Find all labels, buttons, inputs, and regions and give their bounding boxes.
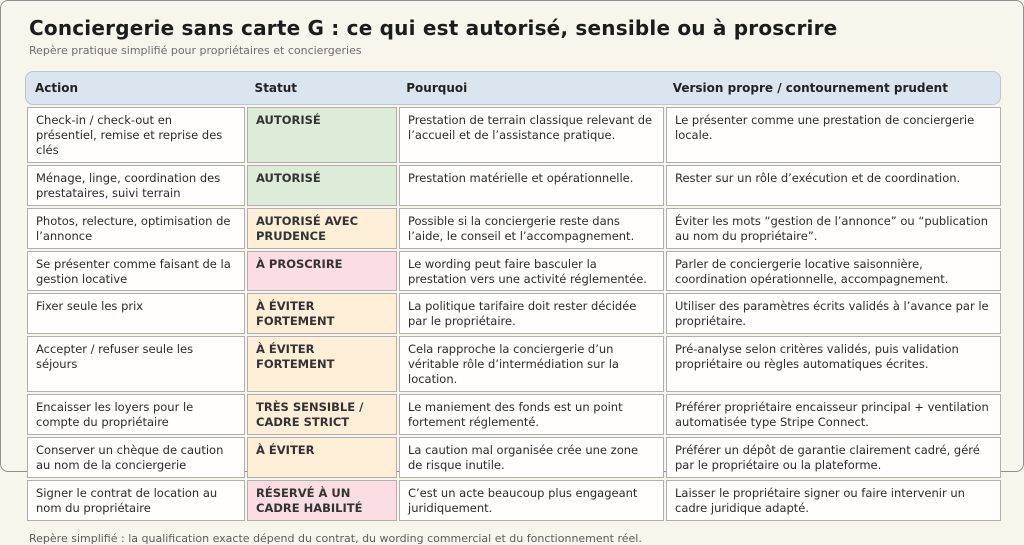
table-row bbox=[27, 208, 1001, 249]
action-cell: Se présenter comme faisant de la gestion locative bbox=[27, 251, 245, 292]
column-header-version: Version propre / contournement prudent bbox=[672, 81, 948, 95]
column-header-pourquoi: Pourquoi bbox=[406, 81, 468, 95]
action-cell: Signer le contrat de location au nom du propriétaire bbox=[27, 480, 245, 521]
table-row bbox=[27, 394, 1001, 435]
version-cell: Préférer propriétaire encaisseur principal + ventilation automatisée type Stripe Connect. bbox=[666, 394, 1001, 435]
version-cell: Rester sur un rôle d’exécution et de coordination. bbox=[666, 165, 1001, 206]
column-header-action: Action bbox=[35, 81, 79, 95]
table-row bbox=[27, 107, 1001, 163]
table-header bbox=[25, 71, 1001, 105]
version-cell: Pré-analyse selon critères validés, puis validation propriétaire ou règles automatiques écrites. bbox=[666, 336, 1001, 392]
version-cell: Éviter les mots “gestion de l’annonce” ou “publication au nom du propriétaire”. bbox=[666, 208, 1001, 249]
pourquoi-cell: Le maniement des fonds est un point fortement réglementé. bbox=[399, 394, 664, 435]
table-row bbox=[27, 480, 1001, 521]
column-header-statut: Statut bbox=[254, 81, 298, 95]
status-cell: AUTORISÉ AVEC PRUDENCE bbox=[247, 208, 397, 249]
action-cell: Encaisser les loyers pour le compte du propriétaire bbox=[27, 394, 245, 435]
status-cell: AUTORISÉ bbox=[247, 165, 397, 206]
action-cell: Ménage, linge, coordination des prestataires, suivi terrain bbox=[27, 165, 245, 206]
page-title: Conciergerie sans carte G : ce qui est autorisé, sensible ou à proscrire bbox=[29, 16, 838, 40]
table-row bbox=[27, 165, 1001, 206]
pourquoi-cell: Possible si la conciergerie reste dans l’aide, le conseil et l’accompagnement. bbox=[399, 208, 664, 249]
version-cell: Utiliser des paramètres écrits validés à l’avance par le propriétaire. bbox=[666, 293, 1001, 334]
table-row bbox=[27, 336, 1001, 392]
status-table bbox=[25, 105, 1003, 523]
action-cell: Accepter / refuser seule les séjours bbox=[27, 336, 245, 392]
version-cell: Le présenter comme une prestation de conciergerie locale. bbox=[666, 107, 1001, 163]
pourquoi-cell: Cela rapproche la conciergerie d’un véritable rôle d’intermédiation sur la location. bbox=[399, 336, 664, 392]
footnote: Repère simplifié : la qualification exacte dépend du contrat, du wording commercial et du fonctionnement réel. bbox=[29, 531, 642, 545]
pourquoi-cell: Le wording peut faire basculer la prestation vers une activité réglementée. bbox=[399, 251, 664, 292]
status-cell: À ÉVITER FORTEMENT bbox=[247, 293, 397, 334]
status-cell: RÉSERVÉ À UN CADRE HABILITÉ bbox=[247, 480, 397, 521]
version-cell: Parler de conciergerie locative saisonnière, coordination opérationnelle, accompagnement. bbox=[666, 251, 1001, 292]
pourquoi-cell: Prestation matérielle et opérationnelle. bbox=[399, 165, 664, 206]
status-cell: TRÈS SENSIBLE / CADRE STRICT bbox=[247, 394, 397, 435]
pourquoi-cell: La politique tarifaire doit rester décidée par le propriétaire. bbox=[399, 293, 664, 334]
action-cell: Fixer seule les prix bbox=[27, 293, 245, 334]
status-cell: À ÉVITER FORTEMENT bbox=[247, 336, 397, 392]
status-cell: À PROSCRIRE bbox=[247, 251, 397, 292]
page-subtitle: Repère pratique simplifié pour propriétaires et conciergeries bbox=[29, 44, 362, 57]
version-cell: Préférer un dépôt de garantie clairement cadré, géré par le propriétaire ou la plateforme. bbox=[666, 437, 1001, 478]
status-cell: À ÉVITER bbox=[247, 437, 397, 478]
pourquoi-cell: La caution mal organisée crée une zone de risque inutile. bbox=[399, 437, 664, 478]
pourquoi-cell: Prestation de terrain classique relevant de l’accueil et de l’assistance pratique. bbox=[399, 107, 664, 163]
action-cell: Photos, relecture, optimisation de l’annonce bbox=[27, 208, 245, 249]
table-row bbox=[27, 251, 1001, 292]
table-row bbox=[27, 293, 1001, 334]
pourquoi-cell: C’est un acte beaucoup plus engageant juridiquement. bbox=[399, 480, 664, 521]
version-cell: Laisser le propriétaire signer ou faire intervenir un cadre juridique adapté. bbox=[666, 480, 1001, 521]
status-cell: AUTORISÉ bbox=[247, 107, 397, 163]
action-cell: Conserver un chèque de caution au nom de la conciergerie bbox=[27, 437, 245, 478]
table-row bbox=[27, 437, 1001, 478]
action-cell: Check-in / check-out en présentiel, remise et reprise des clés bbox=[27, 107, 245, 163]
